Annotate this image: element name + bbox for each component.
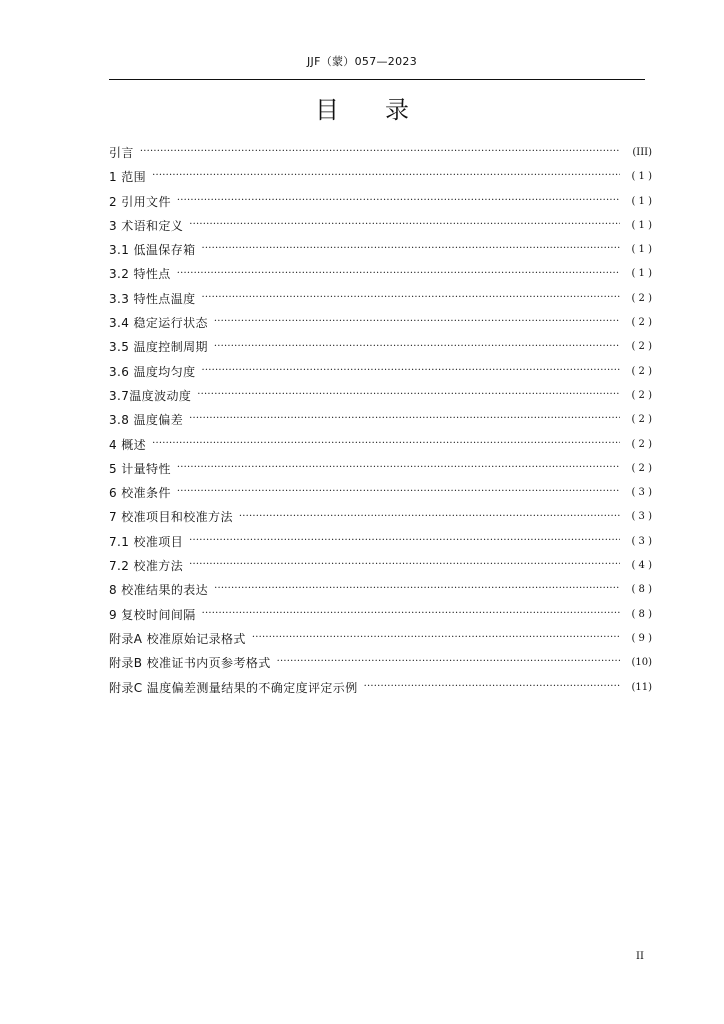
toc-dot-leader — [189, 554, 620, 578]
toc-entry-page: ( 3 ) — [631, 487, 652, 499]
toc-entry[interactable] — [109, 190, 652, 214]
toc-dot-leader — [277, 651, 620, 675]
toc-entry[interactable] — [109, 554, 652, 578]
toc-dot-leader — [189, 530, 620, 554]
toc-entry[interactable] — [109, 627, 652, 651]
toc-entry-label: 1 范围 — [109, 170, 147, 185]
toc-entry[interactable] — [109, 141, 652, 165]
toc-dot-leader — [177, 263, 620, 287]
toc-entry-page: ( 3 ) — [631, 511, 652, 523]
toc-dot-leader — [202, 238, 621, 262]
toc-entry-page: ( 2 ) — [631, 341, 652, 353]
toc-entry-label: 附录C 温度偏差测量结果的不确定度评定示例 — [109, 680, 358, 695]
toc-entry-page: ( 3 ) — [631, 535, 652, 547]
toc-entry[interactable] — [109, 165, 652, 189]
toc-entry-label: 引言 — [109, 146, 134, 160]
toc-entry[interactable] — [109, 505, 652, 529]
toc-entry[interactable] — [109, 433, 652, 457]
toc-entry-label: 3.5 温度控制周期 — [109, 340, 208, 355]
toc-entry-page: ( 2 ) — [631, 438, 652, 450]
toc-entry-label: 附录A 校准原始记录格式 — [109, 631, 246, 646]
toc-entry-page: ( 2 ) — [631, 414, 652, 426]
toc-dot-leader — [197, 384, 620, 408]
toc-dot-leader — [140, 141, 620, 165]
toc-dot-leader — [189, 408, 620, 432]
toc-entry[interactable] — [109, 335, 652, 359]
toc-entry[interactable] — [109, 384, 652, 408]
toc-entry-page: ( 2 ) — [631, 365, 652, 377]
toc-dot-leader — [214, 311, 620, 335]
toc-entry-label: 7.1 校准项目 — [109, 534, 184, 549]
toc-entry-label: 2 引用文件 — [109, 194, 171, 209]
toc-entry[interactable] — [109, 408, 652, 432]
header-divider — [109, 79, 645, 80]
toc-entry-page: ( 1 ) — [631, 171, 652, 183]
toc-entry-label: 3.4 稳定运行状态 — [109, 316, 208, 331]
toc-entry-page: (11) — [631, 681, 652, 693]
toc-entry-page: ( 9 ) — [631, 632, 652, 644]
toc-entry[interactable] — [109, 214, 652, 238]
toc-dot-leader — [177, 457, 620, 481]
page-title: 目录 — [315, 96, 455, 124]
toc-entry-page: ( 1 ) — [631, 219, 652, 231]
toc-dot-leader — [202, 360, 621, 384]
toc-entry[interactable] — [109, 530, 652, 554]
toc-entry[interactable] — [109, 457, 652, 481]
toc-entry[interactable] — [109, 262, 652, 286]
toc-entry-label: 附录B 校准证书内页参考格式 — [109, 656, 271, 671]
toc-entry-page: ( 2 ) — [631, 292, 652, 304]
toc-dot-leader — [214, 336, 620, 360]
table-of-contents — [109, 141, 652, 700]
toc-entry[interactable] — [109, 578, 652, 602]
toc-entry[interactable] — [109, 651, 652, 675]
page-number: II — [636, 951, 644, 962]
toc-entry-label: 6 校准条件 — [109, 486, 171, 501]
toc-entry-page: ( 8 ) — [631, 584, 652, 596]
toc-entry-page: (10) — [631, 657, 652, 669]
toc-entry-label: 5 计量特性 — [109, 461, 171, 476]
toc-dot-leader — [252, 627, 620, 651]
toc-entry-label: 4 概述 — [109, 437, 147, 452]
toc-entry-page: (III) — [632, 147, 652, 158]
toc-entry-page: ( 4 ) — [631, 560, 652, 572]
toc-entry[interactable] — [109, 481, 652, 505]
toc-dot-leader — [152, 433, 620, 457]
toc-entry[interactable] — [109, 287, 652, 311]
toc-entry-page: ( 1 ) — [631, 268, 652, 280]
toc-entry-label: 3.7温度波动度 — [109, 388, 192, 403]
toc-entry-label: 3.1 低温保存箱 — [109, 243, 196, 258]
toc-dot-leader — [152, 165, 620, 189]
toc-entry-label: 3 术语和定义 — [109, 218, 184, 233]
toc-dot-leader — [239, 506, 620, 530]
standard-code-header: JJF（蒙）057—2023 — [306, 55, 417, 68]
toc-dot-leader — [202, 603, 620, 627]
toc-entry[interactable] — [109, 238, 652, 262]
toc-entry[interactable] — [109, 603, 652, 627]
toc-entry-page: ( 2 ) — [631, 462, 652, 474]
toc-entry-label: 8 校准结果的表达 — [109, 583, 209, 598]
toc-dot-leader — [202, 287, 621, 311]
toc-entry-page: ( 2 ) — [631, 389, 652, 401]
toc-entry-page: ( 8 ) — [631, 608, 652, 620]
toc-entry-page: ( 2 ) — [631, 317, 652, 329]
toc-entry[interactable] — [109, 311, 652, 335]
toc-dot-leader — [364, 676, 620, 700]
toc-entry-label: 3.3 特性点温度 — [109, 291, 196, 306]
toc-entry-label: 3.2 特性点 — [109, 267, 171, 282]
toc-entry-label: 3.8 温度偏差 — [109, 413, 184, 428]
toc-entry[interactable] — [109, 360, 652, 384]
toc-entry-label: 9 复校时间间隔 — [109, 607, 196, 622]
toc-entry-label: 3.6 温度均匀度 — [109, 364, 196, 379]
toc-entry-label: 7.2 校准方法 — [109, 559, 184, 574]
toc-entry-page: ( 1 ) — [631, 244, 652, 256]
toc-dot-leader — [214, 578, 620, 602]
toc-dot-leader — [177, 481, 620, 505]
toc-entry-page: ( 1 ) — [631, 195, 652, 207]
toc-dot-leader — [189, 214, 620, 238]
toc-entry-label: 7 校准项目和校准方法 — [109, 510, 233, 525]
toc-dot-leader — [177, 190, 620, 214]
toc-entry[interactable] — [109, 676, 652, 700]
